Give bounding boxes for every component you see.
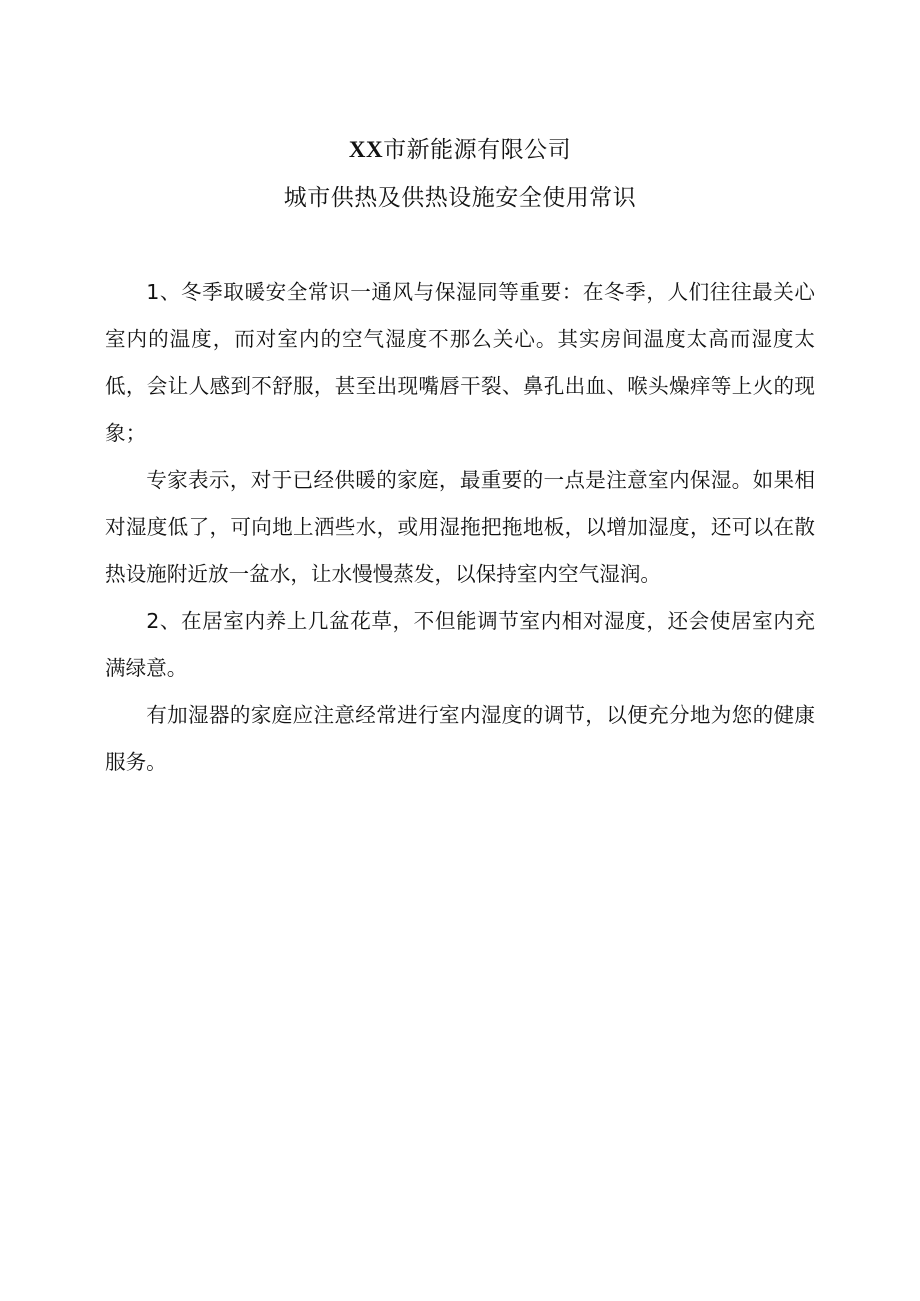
paragraph-2: 专家表示，对于已经供暖的家庭，最重要的一点是注意室内保湿。如果相对湿度低了，可向地上洒些水，或用湿拖把拖地板，以增加湿度，还可以在散热设施附近放一盆水，让水慢慢蒸发，以保持室内空气湿润。 [105, 468, 815, 586]
paragraph-1: 1、冬季取暖安全常识一通风与保湿同等重要：在冬季，人们往往最关心室内的温度，而对室内的空气湿度不那么关心。其实房间温度太高而湿度太低，会让人感到不舒服，甚至出现嘴唇干裂、鼻孔出血、喉头燥痒等上火的现象； [105, 280, 815, 445]
document-title [0, 126, 920, 222]
title-company-name: 市新能源有限公司 [383, 137, 572, 163]
title-line-company [0, 126, 920, 174]
paragraph-4: 有加湿器的家庭应注意经常进行室内湿度的调节，以便充分地为您的健康服务。 [105, 703, 815, 774]
title-line-subject: 城市供热及供热设施安全使用常识 [283, 185, 637, 211]
title-prefix: XX [348, 137, 384, 162]
paragraph-3: 2、在居室内养上几盆花草，不但能调节室内相对湿度，还会使居室内充满绿意。 [105, 609, 815, 680]
document-body [105, 269, 815, 786]
